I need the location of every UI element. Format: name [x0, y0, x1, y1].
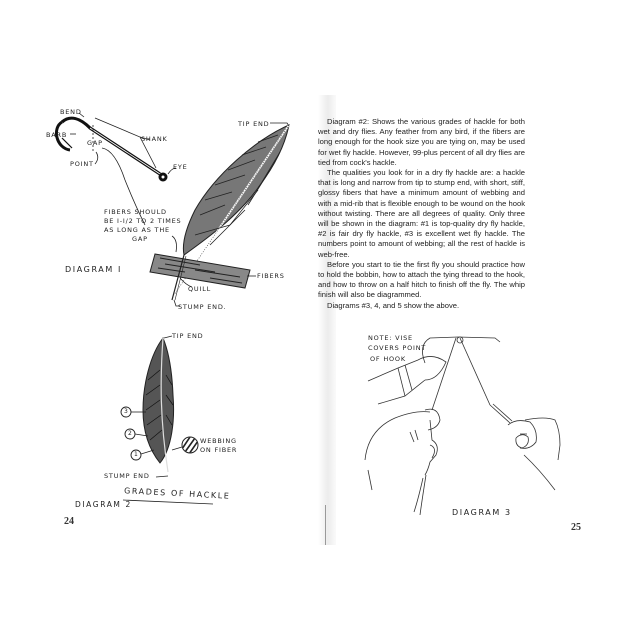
diagram-2-title: DIAGRAM 2: [75, 500, 132, 509]
vise-note-line-1: NOTE: VISE: [368, 334, 413, 342]
label-webbing-2: ON FIBER: [200, 446, 238, 454]
label-stump-end: STUMP END.: [178, 303, 227, 311]
label-tip-end: TIP END: [238, 120, 270, 128]
grade-2-number: 2: [128, 430, 132, 437]
label-fibers-note-3: AS LONG AS THE: [104, 226, 170, 234]
label-d2-stump-end: STUMP END: [104, 472, 150, 480]
label-eye: EYE: [173, 163, 188, 171]
label-fibers: FIBERS: [257, 272, 285, 280]
label-barb: BARB: [46, 131, 68, 139]
paragraph-1: Diagram #2: Shows the various grades of hackle for both wet and dry flies. Any feather from any bird, if the fibers are long enough for the hook size you are tying on, may be used for wet fly hackle. However, 99-plus percent of all dry flies are tied from cock's hackle.: [318, 117, 525, 167]
label-shank: SHANK: [141, 135, 168, 143]
label-bend: BEND: [60, 108, 82, 116]
label-fibers-note-4: GAP: [132, 235, 148, 243]
grade-3-number: 3: [124, 408, 128, 415]
page-number-right: 25: [571, 522, 581, 533]
vise-note-line-3: OF HOOK: [370, 355, 406, 363]
paragraph-2: The qualities you look for in a dry fly hackle are: a hackle that is long and narrow from tip to stump end, with short, stiff, glossy fibers that have a minimum amount of webbing and with a mid-rib that is flexible enough to be wound on the hook without twisting. There are all degrees of quality. Only three will be shown in the diagram: #1 is top-quality dry fly hackle, #2 is fair dry fly hackle, #3 is excellent wet fly hackle. The numbers point to amount of webbing; all the rest of hackle is web-free.: [318, 168, 525, 259]
grade-1-number: 1: [134, 451, 138, 458]
body-text: [318, 117, 525, 311]
label-quill: QUILL: [188, 285, 212, 293]
label-gap: GAP: [87, 139, 103, 147]
paragraph-4: Diagrams #3, 4, and 5 show the above.: [327, 300, 460, 310]
paragraph-3: Before you start to tie the first fly you should practice how to hold the bobbin, how to attach the tying thread to the hook, and how to throw on a half hitch to finish off the fly. The whip finish will also be diagrammed.: [318, 259, 525, 300]
label-point: POINT: [70, 160, 94, 168]
vise-note-line-2: COVERS POINT: [368, 344, 427, 352]
label-webbing-1: WEBBING: [200, 437, 237, 445]
label-fibers-note-2: BE I-I/2 TO 2 TIMES: [104, 217, 182, 225]
page-number-left: 24: [64, 516, 74, 527]
grades-of-hackle-caption: GRADES OF HACKLE: [123, 486, 231, 501]
label-d2-tip-end: TIP END: [172, 332, 204, 340]
diagram-3-title: DIAGRAM 3: [452, 508, 512, 517]
label-fibers-note-1: FIBERS SHOULD: [104, 208, 167, 216]
diagram-1-title: DIAGRAM I: [65, 265, 122, 274]
